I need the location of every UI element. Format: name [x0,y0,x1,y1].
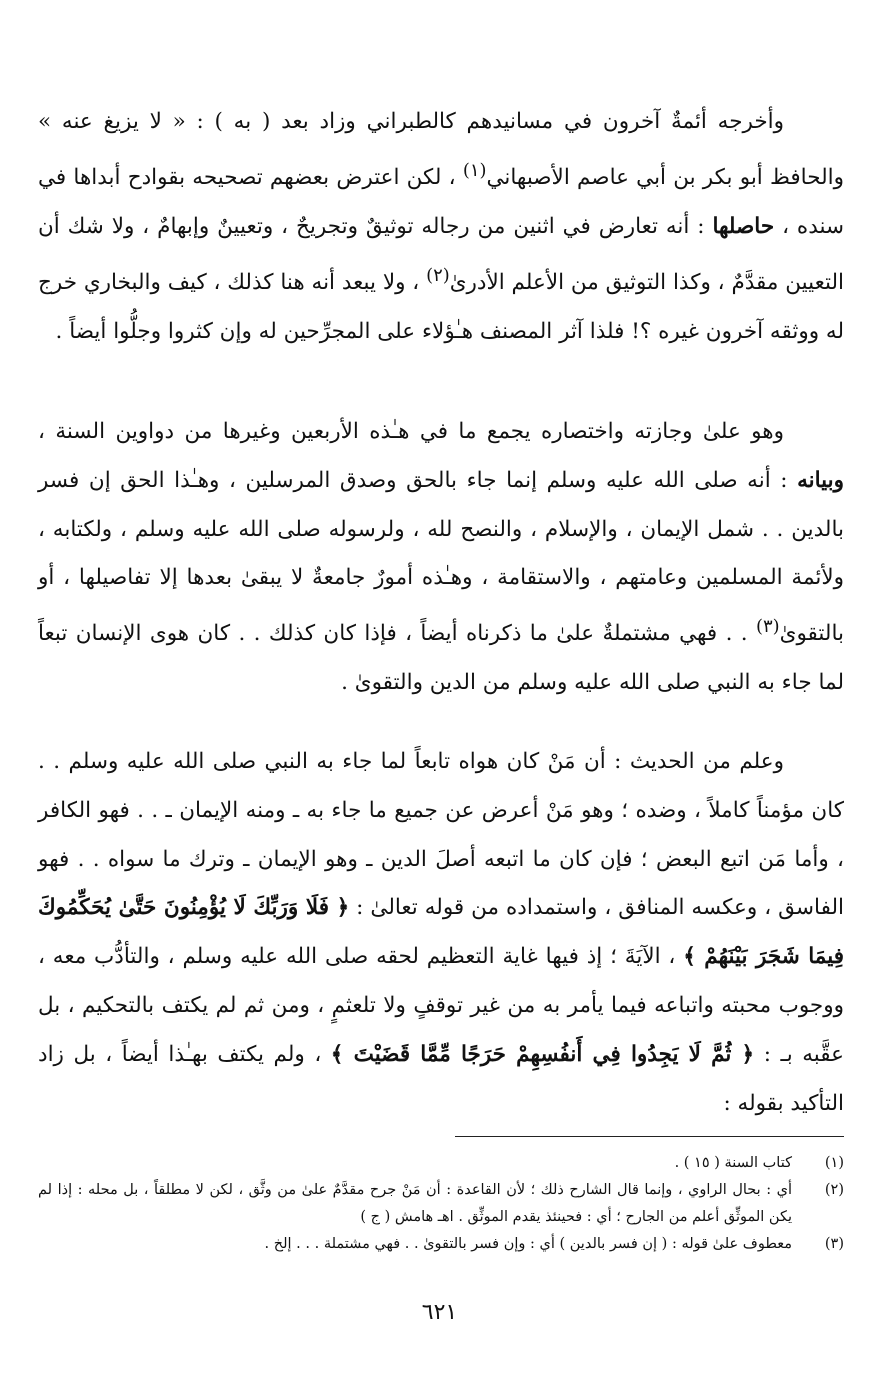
body-paragraph-1 [38,98,844,356]
body-paragraph-2 [38,408,844,708]
bold-term-bayanuhu: وبيانه [797,467,844,493]
bold-term-hasiluha: حاصلها [712,213,775,239]
page-number: ٦٢١ [421,1300,458,1325]
footnote-ref-1: (١) [462,159,487,181]
footnote-text: كتاب السنة ( ١٥ ) . [674,1155,792,1171]
footnote-text: معطوف علىٰ قوله : ( إن فسر بالدين ) أي : وإن فسر بالتقوىٰ . . فهي مشتملة . . . إلخ . [264,1236,792,1252]
text-run: ، لكن اعترض بعضهم تصحيحه بقوادح أبداها في سنده ، [38,164,844,239]
footnote-3 [38,1231,844,1258]
text-run: : أنه صلى الله عليه وسلم إنما جاء بالحق وصدق المرسلين ، وهـٰذا الحق إن فسر بالدين . . شمل الإيمان ، والإسلام ، والنصح لله ، ولرسوله صلى الله عليه وسلم ، ولكتابه ، ولأئمة المسلمين وعامتهم ، والاستقامة ، وهـٰذه أمورٌ جامعةٌ لا يبقىٰ بعدها إلا تفاصيلها ، أو بالتقوىٰ [38,467,844,647]
text-run: وعلم من الحديث : أن مَنْ كان هواه تابعاً لما جاء به النبي صلى الله عليه وسلم . . كان مؤمناً كاملاً ، وضده ؛ وهو مَنْ أعرض عن جميع ما جاء به ـ ومنه الإيمان ـ . . فهو الكافر ، وأما مَن اتبع البعض ؛ فإن كان ما اتبعه أصلَ الدين ـ وهو الإيمان ـ وترك ما سواه . . فهو الفاسق ، وعكسه المنافق ، واستمداده من قوله تعالىٰ : [38,749,844,921]
text-run: وأخرجه أئمةٌ آخرون في مسانيدهم كالطبراني وزاد بعد ( به ) : « لا يزيغ عنه » والحافظ أبو بكر بن أبي عاصم الأصبهاني [38,109,844,190]
text-run: ، ولم يكتف بهـٰذا أيضاً ، بل زاد التأكيد بقوله : [38,1041,844,1116]
quran-verse-1: ﴿ فَلَا وَرَبِّكَ لَا يُؤْمِنُونَ حَتَّىٰ يُحَكِّمُوكَ فِيمَا شَجَرَ بَيْنَهُمْ ﴾ [38,895,844,970]
text-run: ، ولا يبعد أنه هنا كذلك ، كيف والبخاري خرج له ووثقه آخرون غيره ؟! فلذا آثر المصنف هـٰؤلاء على المجرِّحين له وإن كثروا وجلُّوا أيضاً . [37,269,844,344]
footnote-2 [38,1177,844,1231]
footnote-divider [455,1136,844,1137]
footnote-ref-3: (٣) [755,616,780,638]
body-paragraph-3 [38,738,844,1128]
footnote-number: (٣) [824,1236,844,1252]
quran-verse-2: ﴿ ثُمَّ لَا يَجِدُوا فِي أَنفُسِهِمْ حَرَجًا مِّمَّا قَضَيْتَ ﴾ [330,1041,755,1067]
text-run: ، الآيَةَ ؛ إذ فيها غاية التعظيم لحقه صلى الله عليه وسلم ، والتأدُّب معه ، ووجوب محبته واتباعه فيما يأمر به من غير توقفٍ ولا تلعثمٍ ، ومن ثم لم يكتف بالتحكيم ، بل عقَّبه بـ : [38,944,845,1067]
footnote-number: (١) [824,1155,844,1171]
footnote-number: (٢) [824,1182,844,1198]
text-run: : أنه تعارض في اثنين من رجاله توثيقٌ وتجريحٌ ، وتعيينٌ وإبهامٌ ، ولا شك أن التعيين مقدَّمٌ ، وكذا التوثيق من الأعلم الأدرىٰ [38,213,844,295]
footnote-ref-2: (٢) [426,264,450,286]
text-run: . . فهي مشتملةٌ علىٰ ما ذكرناه أيضاً ، فإذا كان كذلك . . كان هوى الإنسان تبعاً لما جاء به النبي صلى الله عليه وسلم من الدين والتقوىٰ . [38,621,844,696]
footnote-1 [38,1150,844,1177]
text-run: وهو علىٰ وجازته واختصاره يجمع ما في هـٰذه الأربعين وغيرها من دواوين السنة ، [38,419,784,444]
footnotes [38,1150,844,1258]
footnote-text: أي : بحال الراوي ، وإنما قال الشارح ذلك ؛ لأن القاعدة : أن مَنْ جرح مقدَّمٌ علىٰ من وثَّق ، لكن لا مطلقاً ، بل محله : إذا لم يكن الموثِّق أعلم من الجارح ؛ أي : فحينئذ يقدم الموثِّق . اهـ هامش ( ج ) [38,1182,792,1225]
